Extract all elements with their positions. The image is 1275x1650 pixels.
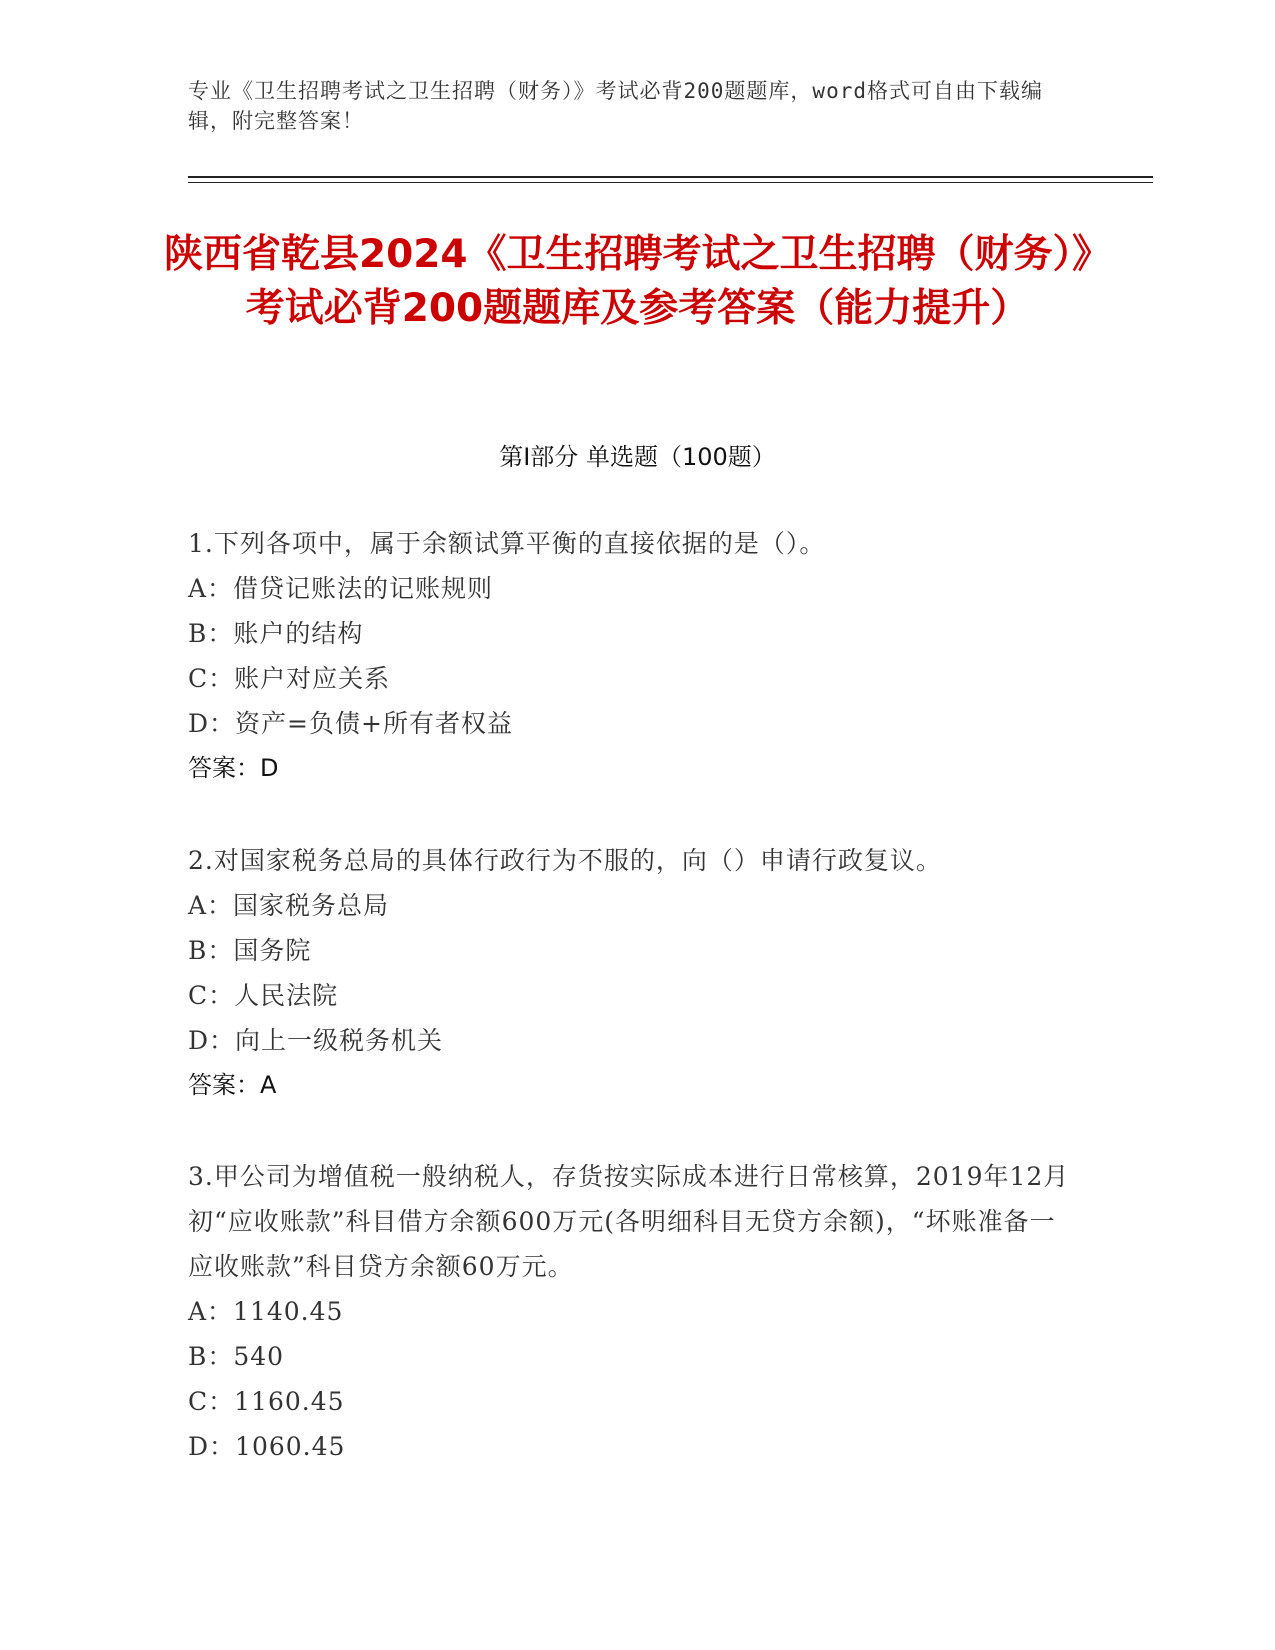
- option-c: C：账户对应关系: [188, 664, 391, 693]
- option-d: D：1060.45: [188, 1432, 346, 1461]
- header-divider-thin: [188, 182, 1153, 183]
- option-a: A：借贷记账法的记账规则: [188, 574, 494, 603]
- header-note: 专业《卫生招聘考试之卫生招聘（财务）》考试必背200题题库，word格式可自由下载编辑，附完整答案！: [188, 79, 1043, 133]
- question-3: [188, 1154, 1078, 1469]
- option-a: A：1140.45: [188, 1297, 344, 1326]
- option-a: A：国家税务总局: [188, 891, 390, 920]
- answer: 答案：D: [188, 754, 279, 782]
- option-d: D：向上一级税务机关: [188, 1026, 444, 1055]
- question-stem: 2.对国家税务总局的具体行政行为不服的，向（）申请行政复议。: [188, 846, 942, 875]
- question-2: [188, 838, 1078, 1108]
- header-divider-thick: [188, 176, 1153, 178]
- question-1: [188, 521, 1078, 791]
- question-stem: 3.甲公司为增值税一般纳税人，存货按实际成本进行日常核算，2019年12月初“应收账款”科目借方余额600万元(各明细科目无贷方余额)，“坏账准备一应收账款”科目贷方余额60万元。: [188, 1162, 1070, 1281]
- answer: 答案：A: [188, 1071, 277, 1099]
- option-c: C：1160.45: [188, 1387, 345, 1416]
- section-heading: 第Ⅰ部分 单选题（100题）: [499, 443, 776, 471]
- question-stem: 1.下列各项中，属于余额试算平衡的直接依据的是（）。: [188, 529, 826, 558]
- document-title: 陕西省乾县2024《卫生招聘考试之卫生招聘（财务）》考试必背200题题库及参考答案（能力提升）: [163, 232, 1112, 331]
- option-c: C：人民法院: [188, 981, 339, 1010]
- option-d: D：资产=负债+所有者权益: [188, 709, 513, 738]
- option-b: B：540: [188, 1342, 285, 1371]
- option-b: B：账户的结构: [188, 619, 364, 648]
- option-b: B：国务院: [188, 936, 312, 965]
